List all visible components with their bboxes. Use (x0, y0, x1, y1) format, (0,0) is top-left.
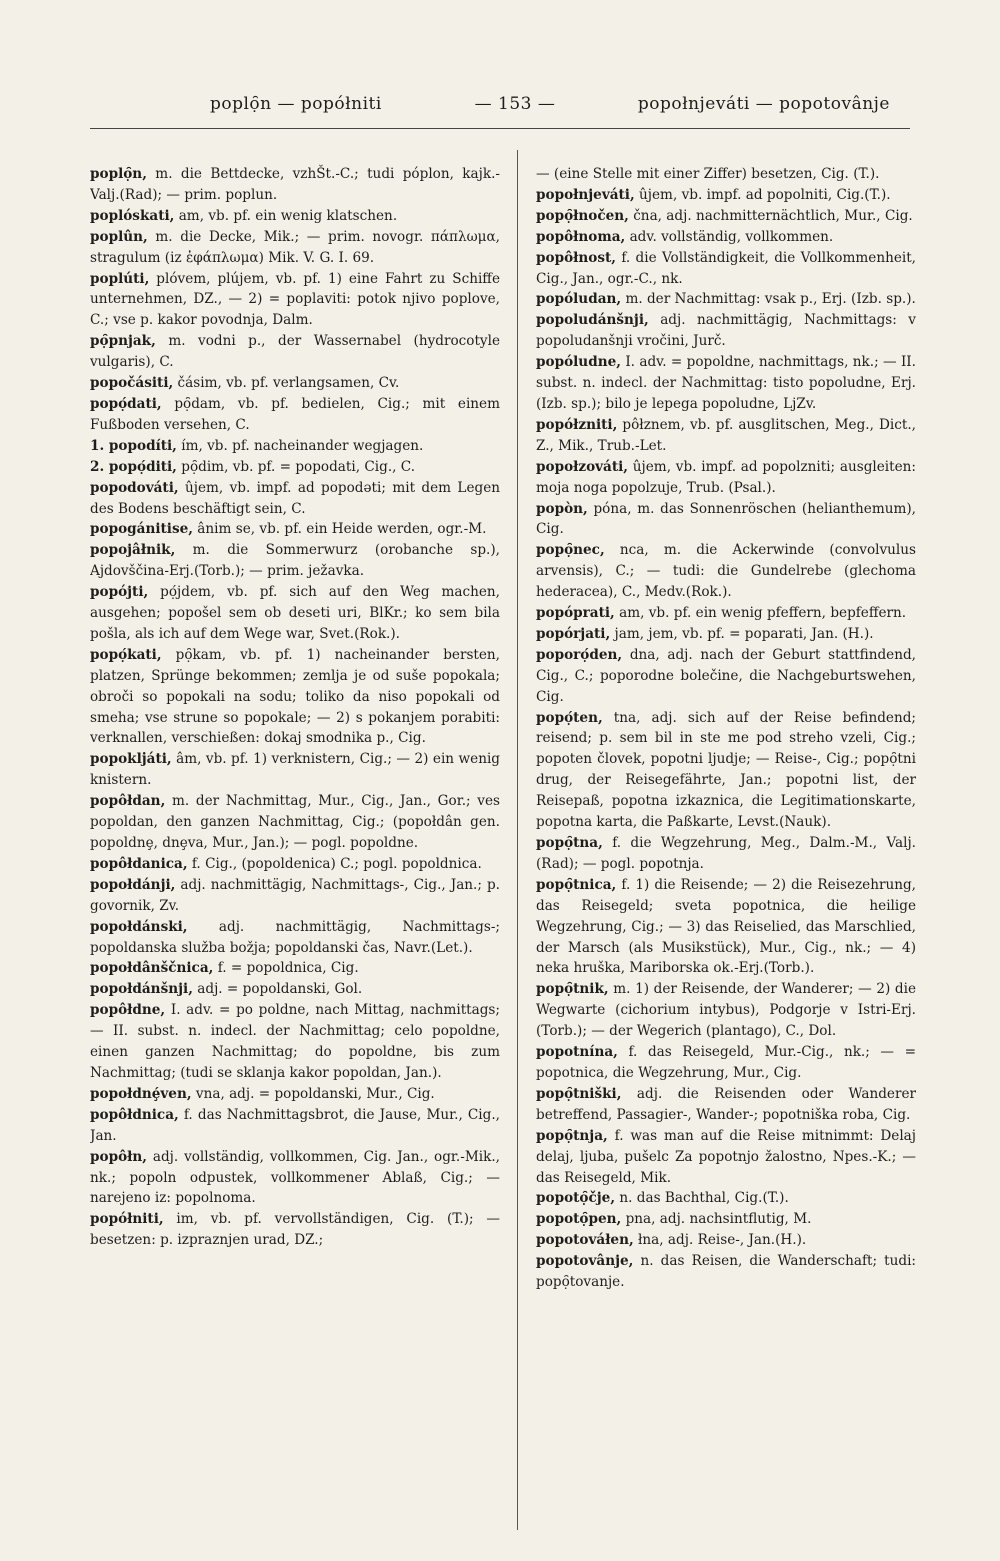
entry-definition: adj. = popoldanski, Gol. (192, 981, 363, 998)
entry-headword: popołdánski, (90, 918, 188, 935)
entry-definition: adj. nachmittägig, Nachmittags-, Cig., Jan.; p. govornik, Zv. (90, 876, 500, 914)
entry-headword: poplọ̑n, (90, 166, 147, 182)
entry-headword: popołnjeváti, (536, 186, 635, 203)
dictionary-entry (90, 227, 500, 269)
dictionary-entry (90, 436, 500, 457)
dictionary-entry (536, 708, 916, 833)
page-header (90, 94, 910, 124)
entry-definition: adj. vollständig, vollkommen, Cig. Jan., ogr.-Mik., nk.; popoln odpustek, vollkommener Ablaß, Cig.; — narejeno iz: popolnoma. (90, 1148, 500, 1207)
dictionary-entry (90, 394, 500, 436)
header-rule (90, 128, 910, 129)
entry-definition: łna, adj. Reise-, Jan.(H.). (633, 1232, 807, 1249)
dictionary-entry (90, 1105, 500, 1147)
entry-headword: 2. popọ́diti, (90, 458, 177, 475)
entry-definition: âm, vb. pf. 1) verknistern, Cig.; — 2) ein wenig knistern. (90, 751, 500, 789)
entry-definition: jam, jem, vb. pf. = poparati, Jan. (H.). (610, 625, 874, 642)
dictionary-entry (90, 331, 500, 373)
entry-headword: popodováti, (90, 479, 179, 496)
dictionary-entry (90, 373, 500, 394)
entry-definition: am, vb. pf. ein wenig pfeffern, bepfeffern. (614, 605, 907, 622)
entry-definition: m. die Bettdecke, vzhŠt.-C.; tudi póplon, kajk.-Valj.(Rad); — prim. poplun. (90, 166, 500, 203)
entry-definition: ûjem, vb. impf. ad popolzniti; ausgleiten: moja noga popolzuje, Trub. (Psal.). (536, 458, 916, 496)
entry-definition: — (eine Stelle mit einer Ziffer) besetzen, Cig. (T.). (536, 166, 880, 182)
entry-definition: f. 1) die Reisende; — 2) die Reisezehrung, das Reisegeld; sveta popotnica, die heilige Wegzehrung, Cig.; — 3) das Reiselied, das Marschlied, der Marsch (als Musikstück), Mur., Cig., nk.; — 4) neka hruška, Mariborska ok.-Erj.(Torb.). (536, 876, 916, 977)
entry-definition: nca, m. die Ackerwinde (convolvulus arvensis), C.; — tudi: die Gundelrebe (glechoma hederacea), C., Medv.(Rok.). (536, 542, 916, 601)
entry-headword: popotnína, (536, 1044, 618, 1061)
entry-headword: popóludan, (536, 291, 622, 308)
dictionary-entry (90, 958, 500, 979)
dictionary-entry (536, 1209, 916, 1230)
dictionary-entry (90, 979, 500, 1000)
entry-headword: popołzováti, (536, 458, 629, 475)
entry-definition: am, vb. pf. ein wenig klatschen. (174, 207, 398, 224)
entry-definition: adj. die Reisenden oder Wanderer betreffend, Passagier-, Wander-; popotniška roba, Cig. (536, 1085, 916, 1123)
entry-headword: popoklјáti, (90, 751, 172, 768)
entry-headword: popôłdnica, (90, 1106, 179, 1123)
entry-headword: popòn, (536, 500, 588, 517)
entry-headword: popọ̑nec, (536, 542, 605, 559)
entry-headword: popôłnoma, (536, 228, 626, 245)
entry-definition: f. die Vollständigkeit, die Vollkommenheit, Cig., Jan., ogr.-C., nk. (536, 249, 916, 287)
entry-definition: adj. nachmittägig, Nachmittags-; popoldanska služba božja; popoldanski čas, Navr.(Let.). (90, 918, 500, 956)
entry-headword: popọ́kati, (90, 646, 162, 663)
entry-headword: popółzniti, (536, 416, 618, 433)
dictionary-entry (536, 206, 916, 227)
dictionary-entry (536, 979, 916, 1042)
entry-headword: popọ̑tnica, (536, 876, 617, 893)
dictionary-entry (90, 791, 500, 854)
entry-headword: poplûn, (90, 228, 148, 245)
entry-headword: popọ́ten, (536, 709, 603, 726)
dictionary-entry (536, 624, 916, 645)
entry-headword: popôłdanica, (90, 855, 188, 872)
dictionary-entry (90, 854, 500, 875)
entry-definition: tna, adj. sich auf der Reise befindend; reisend; p. sem bil in ste me pod streho vzeli, Cig.; popoten človek, popotni ljudje; — Reise-, Cig.; popọ̑tni drug, der Reisegefährte, Jan.; popotni list, der Reisepaß, popotna izkaznica, die Legitimationskarte, popotna karta, die Paßkarte, Levst.(Nauk). (536, 709, 916, 831)
entry-headword: popołdánšnji, (90, 981, 193, 998)
entry-headword: popojâłnik, (90, 542, 176, 559)
dictionary-entry (536, 164, 916, 185)
dictionary-entry (536, 499, 916, 541)
dictionary-entry (536, 603, 916, 624)
dictionary-entry (90, 1209, 500, 1251)
dictionary-entry (536, 1084, 916, 1126)
entry-definition: f. Cig., (popoldenica) C.; pogl. popoldnica. (187, 855, 482, 872)
entry-definition: im, vb. pf. vervollständigen, Cig. (T.); — besetzen: p. izpraznjen urad, DZ.; (90, 1211, 500, 1249)
entry-headword: popôłdne, (90, 1002, 166, 1019)
entry-definition: plóvem, plújem, vb. pf. 1) eine Fahrt zu Schiffe unternehmen, DZ., — 2) = poplaviti: potok njivo poplove, C.; vse p. kakor povodnja, Dalm. (90, 270, 500, 329)
entry-headword: popọ́dati, (90, 395, 162, 412)
entry-definition: pọ̑dam, vb. pf. bedielen, Cig.; mit einem Fußboden versehen, C. (90, 395, 500, 433)
entry-headword: popołdánji, (90, 876, 176, 893)
entry-definition: ânim se, vb. pf. ein Heide werden, ogr.-M. (192, 521, 487, 538)
dictionary-entry (90, 269, 500, 332)
right-column (536, 164, 916, 1544)
entry-definition: f. das Reisegeld, Mur.-Cig., nk.; — = popotnica, die Wegzehrung, Mur., Cig. (536, 1044, 916, 1081)
entry-headword: poplúti, (90, 270, 150, 287)
entry-headword: popołdnȩ́ven, (90, 1085, 192, 1102)
entry-headword: popójti, (90, 584, 149, 601)
entry-headword: popołdânščnica, (90, 960, 214, 977)
entry-headword: poplóskati, (90, 207, 175, 224)
entry-definition: I. adv. = po poldne, nach Mittag, nachmittags; — II. subst. n. indecl. der Nachmittag; celo popoldne, einen ganzen Nachmittag; do popoldne, bis zum Nachmittag; (tudi se sklanja kakor popoldan, Jan.). (90, 1002, 500, 1081)
entry-headword: poporọ́den, (536, 646, 623, 663)
entry-definition: m. der Nachmittag: vsak p., Erj. (Izb. sp.). (621, 291, 916, 308)
dictionary-entry (90, 1084, 500, 1105)
dictionary-entry (536, 352, 916, 415)
entry-definition: m. 1) der Reisende, der Wanderer; — 2) die Wegwarte (cichorium intybus), Podgorje v Istri-Erj.(Torb.); — der Wegerich (plantago), C., Dol. (536, 981, 916, 1040)
entry-headword: popọ̑tna, (536, 835, 603, 851)
entry-headword: popôłdan, (90, 793, 166, 810)
dictionary-entry (536, 248, 916, 290)
entry-headword: pọ̑pnjak, (90, 333, 156, 350)
entry-headword: popọ̑tniški, (536, 1085, 622, 1102)
entry-definition: ím, vb. pf. nacheinander wegjagen. (176, 437, 424, 454)
entry-headword: popọ̑tnik, (536, 981, 609, 998)
dictionary-entry (536, 185, 916, 206)
entry-definition: vna, adj. = popoldanski, Mur., Cig. (191, 1085, 435, 1102)
entry-headword: popórjati, (536, 625, 611, 642)
entry-definition: pọ̑dim, vb. pf. = popodati, Cig., C. (176, 458, 416, 475)
dictionary-entry (536, 1251, 916, 1293)
dictionary-entry (536, 875, 916, 980)
entry-headword: popotọ̑pen, (536, 1211, 622, 1228)
entry-definition: pọ̑kam, vb. pf. 1) nacheinander bersten, platzen, Sprünge bekommen; zemlja je od suše popokala; obroči so popokali na sodu; toliko da niso popokali od smeha; vse strune so popokale; — 2) s pokanjem porabiti: verknallen, verschießen: dokaj smodnika p., Cig. (90, 646, 500, 747)
entry-headword: popóludne, (536, 354, 621, 371)
dictionary-entry (90, 645, 500, 750)
dictionary-entry (90, 582, 500, 645)
entry-headword: popoludánšnji, (536, 312, 649, 329)
dictionary-entry (90, 164, 500, 206)
entry-definition: m. der Nachmittag, Mur., Cig., Jan., Gor.; ves popoldan, den ganzen Nachmittag, Cig.; (popołdân gen. popoldnȩ, dnȩva, Mur., Jan.); — pogl. popoldne. (90, 793, 500, 851)
dictionary-entry (90, 478, 500, 520)
entry-definition: ûjem, vb. impf. ad popodəti; mit dem Legen des Bodens beschäftigt sein, C. (90, 479, 500, 517)
entry-headword: popôłn, (90, 1148, 147, 1165)
entry-definition: I. adv. = popoldne, nachmittags, nk.; — II. subst. n. indecl. der Nachmittag: tisto popoludne, Erj.(Izb. sp.); bilo je lepega popoludne, LjZv. (536, 354, 916, 412)
entry-definition: m. die Decke, Mik.; — prim. novogr. πάπλωμα, stragulum (iz ἐφάπλωμα) Mik. V. G. I. 69. (90, 228, 500, 266)
entry-definition: f. die Wegzehrung, Meg., Dalm.-M., Valj.(Rad); — pogl. popotnja. (536, 835, 916, 872)
entry-headword: popotováłen, (536, 1232, 634, 1249)
dictionary-entry (90, 457, 500, 478)
entry-headword: popółniti, (90, 1211, 164, 1228)
dictionary-entry (536, 1042, 916, 1084)
entry-definition: adv. vollständig, vollkommen. (625, 228, 834, 245)
entry-headword: popotọ̑čje, (536, 1190, 616, 1207)
entry-definition: póna, m. das Sonnenröschen (helianthemum), Cig. (536, 500, 916, 538)
dictionary-entry (90, 1000, 500, 1084)
dictionary-entry (90, 875, 500, 917)
header-right-guide-words: popołnjeváti — popotovânje (637, 94, 890, 114)
page-number: — 153 — (474, 94, 556, 114)
entry-definition: pna, adj. nachsintflutig, M. (621, 1211, 812, 1228)
dictionary-entry (536, 415, 916, 457)
entry-definition: pôłznem, vb. pf. ausglitschen, Meg., Dict., Z., Mik., Trub.-Let. (536, 416, 916, 454)
entry-definition: f. das Nachmittagsbrot, die Jause, Mur., Cig., Jan. (90, 1106, 500, 1144)
entry-definition: n. das Reisen, die Wanderschaft; tudi: popọ̑tovanje. (536, 1253, 916, 1291)
dictionary-entry (90, 206, 500, 227)
entry-headword: 1. popodíti, (90, 437, 177, 454)
column-divider (517, 150, 518, 1530)
dictionary-entry (90, 749, 500, 791)
dictionary-entry (90, 917, 500, 959)
dictionary-entry (536, 833, 916, 875)
entry-headword: popóprati, (536, 605, 615, 622)
dictionary-entry (536, 1126, 916, 1189)
entry-definition: adj. nachmittägig, Nachmittags: v popoludanšnji vročini, Jurč. (536, 312, 916, 350)
entry-definition: m. die Sommerwurz (orobanche sp.), Ajdovščina-Erj.(Torb.); — prim. ježavka. (90, 542, 500, 580)
entry-definition: f. was man auf die Reise mitnimmt: Delaj delaj, ljuba, pušelc Za popotnjo žalostno, Npes.-K.; — das Reisegeld, Mik. (536, 1127, 916, 1186)
dictionary-entry (536, 540, 916, 603)
dictionary-entry (536, 310, 916, 352)
entry-definition: m. vodni p., der Wassernabel (hydrocotyle vulgaris), C. (90, 333, 500, 371)
entry-headword: popọ̑tnja, (536, 1127, 608, 1144)
entry-headword: popọ̑łnočen, (536, 207, 629, 224)
dictionary-entry (536, 457, 916, 499)
dictionary-entry (536, 289, 916, 310)
header-left-guide-words: poplọ̑n — popółniti (210, 94, 382, 114)
entry-definition: n. das Bachthal, Cig.(T.). (615, 1190, 789, 1207)
dictionary-entry (90, 519, 500, 540)
dictionary-entry (536, 227, 916, 248)
dictionary-entry (90, 1147, 500, 1210)
entry-headword: popogánitise, (90, 521, 193, 538)
entry-headword: popočásiti, (90, 375, 174, 392)
entry-definition: čna, adj. nachmitternächtlich, Mur., Cig. (628, 207, 913, 224)
left-column (90, 164, 500, 1544)
entry-definition: ûjem, vb. impf. ad popolniti, Cig.(T.). (634, 186, 891, 203)
dictionary-entry (536, 1230, 916, 1251)
entry-definition: f. = popoldnica, Cig. (213, 960, 359, 977)
entry-headword: popôłnost, (536, 249, 616, 266)
dictionary-entry (536, 645, 916, 708)
dictionary-entry (536, 1188, 916, 1209)
dictionary-entry (90, 540, 500, 582)
entry-definition: čásim, vb. pf. verlangsamen, Cv. (173, 375, 400, 392)
entry-definition: dna, adj. nach der Geburt stattfindend, Cig., C.; poporodne bolečine, die Nachgeburtswehen, Cig. (536, 646, 916, 705)
entry-headword: popotovânje, (536, 1253, 634, 1270)
entry-definition: pọ́jdem, vb. pf. sich auf den Weg machen, ausgehen; popošel sem ob deseti uri, BlKr.; ko sem bila pošla, als ich auf dem Wege war, Svet.(Rok.). (90, 584, 500, 642)
